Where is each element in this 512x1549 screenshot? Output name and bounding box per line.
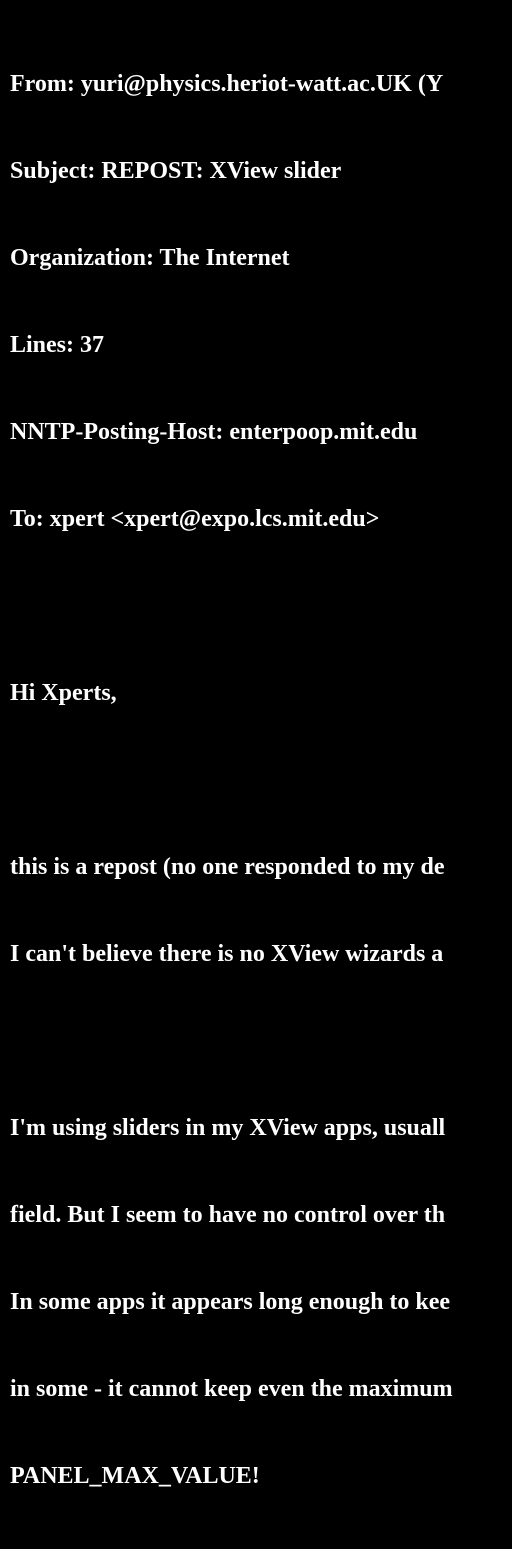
header-to: To: xpert <xpert@expo.lcs.mit.edu> bbox=[10, 506, 380, 532]
blank-line bbox=[10, 1027, 453, 1056]
header-from: From: yuri@physics.heriot-watt.ac.UK (Y bbox=[10, 71, 444, 97]
body-line: In some apps it appears long enough to kee bbox=[10, 1289, 451, 1315]
body-line: field. But I seem to have no control over th bbox=[10, 1202, 446, 1228]
header-lines: Lines: 37 bbox=[10, 332, 105, 358]
header-posting-host: NNTP-Posting-Host: enterpoop.mit.edu bbox=[10, 419, 418, 445]
header-organization: Organization: The Internet bbox=[10, 245, 290, 271]
body-line: I can't believe there is no XView wizards a bbox=[10, 941, 444, 967]
header-subject: Subject: REPOST: XView slider bbox=[10, 158, 342, 184]
blank-line bbox=[10, 592, 453, 621]
blank-line bbox=[10, 766, 453, 795]
message-text bbox=[10, 12, 453, 1549]
body-greeting: Hi Xperts, bbox=[10, 680, 117, 706]
body-line: PANEL_MAX_VALUE! bbox=[10, 1463, 260, 1489]
body-line: this is a repost (no one responded to my de bbox=[10, 854, 445, 880]
body-line: in some - it cannot keep even the maximum bbox=[10, 1376, 453, 1402]
body-line: I'm using sliders in my XView apps, usuall bbox=[10, 1115, 446, 1141]
